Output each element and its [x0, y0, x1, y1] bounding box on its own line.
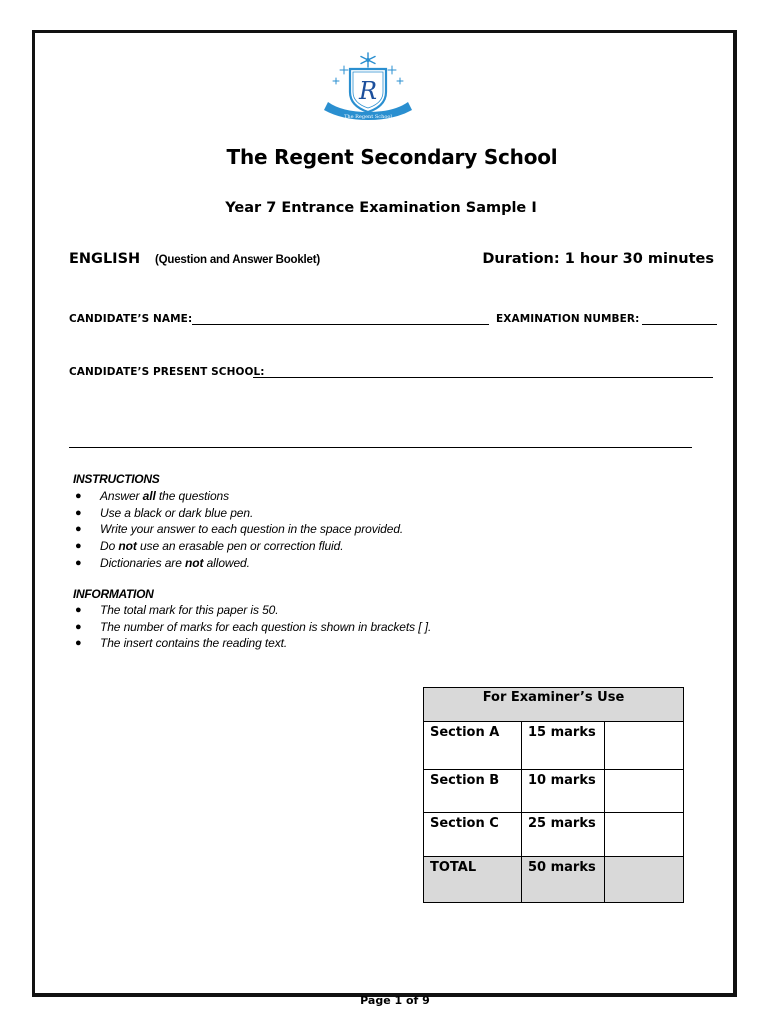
- score-cell[interactable]: [605, 770, 684, 813]
- table-row: [424, 813, 684, 857]
- marks-cell: 15 marks: [522, 722, 605, 770]
- page-number: Page 1 of 9: [360, 994, 430, 1007]
- information-list: [73, 602, 431, 652]
- exam-number-label: EXAMINATION NUMBER:: [496, 313, 640, 325]
- information-item: ● The number of marks for each question is shown in brackets [ ].: [75, 619, 432, 634]
- school-crest-logo: [322, 52, 414, 122]
- marks-cell: 25 marks: [522, 813, 605, 857]
- instructions-heading: INSTRUCTIONS: [73, 472, 160, 486]
- bullet-icon: ●: [75, 637, 82, 649]
- instruction-item: ● Dictionaries are not allowed.: [75, 556, 250, 570]
- instructions-list: [73, 488, 403, 572]
- section-cell: Section A: [424, 722, 522, 770]
- section-cell: Section C: [424, 813, 522, 857]
- candidate-name-label: CANDIDATE’S NAME:: [69, 313, 193, 325]
- table-row: [424, 722, 684, 770]
- score-cell[interactable]: [605, 722, 684, 770]
- bullet-icon: ●: [75, 557, 82, 569]
- exam-title: Year 7 Entrance Examination Sample I: [225, 200, 537, 216]
- bullet-icon: ●: [75, 523, 82, 535]
- information-heading: INFORMATION: [73, 587, 154, 601]
- table-row: [424, 770, 684, 813]
- present-school-line[interactable]: [253, 377, 713, 378]
- logo-banner-text: The Regent School: [344, 114, 392, 120]
- section-cell: Section B: [424, 770, 522, 813]
- examiner-table-title: For Examiner’s Use: [424, 688, 684, 722]
- candidate-name-line[interactable]: [192, 324, 489, 325]
- instruction-item: ● Do not use an erasable pen or correction fluid.: [75, 538, 344, 553]
- duration: Duration: 1 hour 30 minutes: [482, 251, 714, 267]
- bullet-icon: ●: [75, 506, 82, 519]
- total-label: TOTAL: [424, 857, 522, 903]
- booklet-type: (Question and Answer Booklet): [155, 254, 321, 266]
- marks-cell: 10 marks: [522, 770, 605, 813]
- examiner-use-table: [423, 687, 684, 903]
- present-school-continuation-line[interactable]: [69, 447, 692, 448]
- total-score-cell[interactable]: [605, 857, 684, 903]
- instruction-item: ● Use a black or dark blue pen.: [75, 505, 254, 520]
- logo-letter: R: [358, 77, 378, 105]
- information-item: ● The total mark for this paper is 50.: [75, 603, 279, 617]
- exam-number-line[interactable]: [642, 324, 717, 325]
- information-item: ● The insert contains the reading text.: [75, 636, 288, 650]
- school-name: The Regent Secondary School: [226, 145, 558, 169]
- total-marks: 50 marks: [522, 857, 605, 903]
- bullet-icon: ●: [75, 539, 82, 552]
- instruction-item: ● Answer all the questions: [75, 489, 230, 503]
- total-row: [424, 857, 684, 903]
- bullet-icon: ●: [75, 604, 82, 616]
- instruction-item: ● Write your answer to each question in the space provided.: [75, 522, 404, 536]
- subject-label: ENGLISH: [69, 251, 141, 267]
- bullet-icon: ●: [75, 620, 82, 633]
- score-cell[interactable]: [605, 813, 684, 857]
- bullet-icon: ●: [75, 490, 82, 502]
- present-school-label: CANDIDATE’S PRESENT SCHOOL:: [69, 366, 265, 378]
